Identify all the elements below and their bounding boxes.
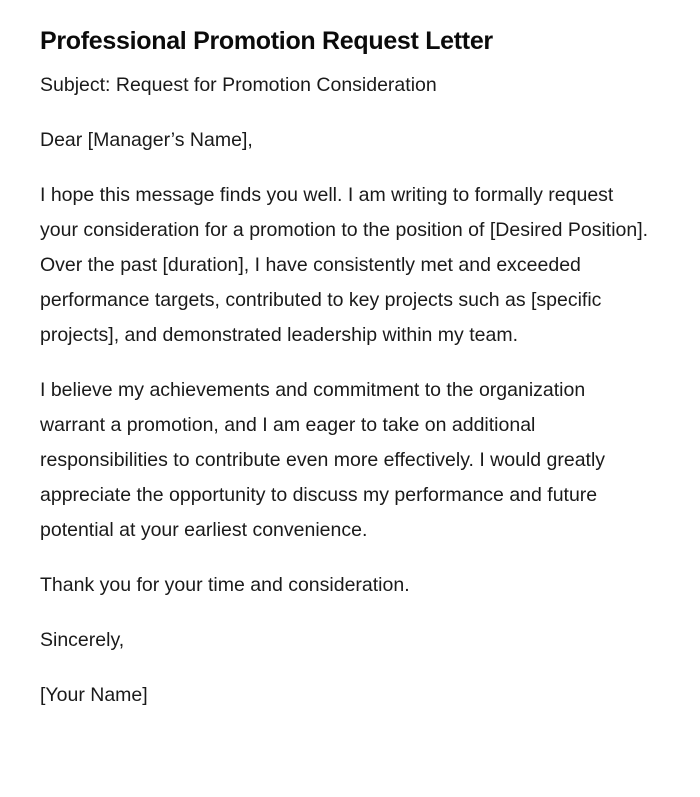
letter-document [40,24,650,733]
subject-line: Subject: Request for Promotion Consideration [40,74,437,96]
document-title: Professional Promotion Request Letter [40,27,493,55]
body-paragraph-3: Thank you for your time and consideration. [40,574,410,596]
body-paragraph-2: I believe my achievements and commitment to the organization warrant a promotion, and I am eager to take on additional responsibilities to contribute even more effectively. I would greatly appreciate the opportunity to discuss my performance and future potential at your earliest convenience. [40,379,606,541]
salutation: Dear [Manager’s Name], [40,129,253,151]
signature: [Your Name] [40,684,148,706]
closing: Sincerely, [40,629,125,651]
body-paragraph-1: I hope this message finds you well. I am writing to formally request your consideration for a promotion to the position of [Desired Position]. Over the past [duration], I have consistently met and exceeded performance targets, contributed to key projects such as [specific projects], and demonstrated leadership within my team. [40,184,649,346]
